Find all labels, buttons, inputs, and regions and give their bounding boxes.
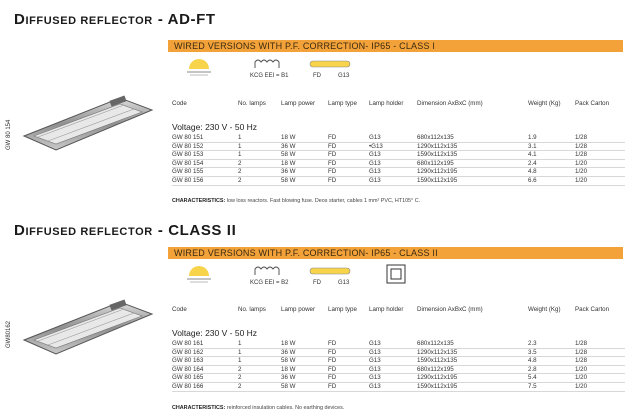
cell: FD (328, 374, 369, 383)
cell: 18 W (281, 134, 328, 142)
section2-header-dimension: Dimension AxBxC (mm) (417, 306, 483, 313)
cell: 2.4 (528, 159, 575, 168)
section2-title (14, 222, 236, 240)
section2-side-code: GW80162 (6, 320, 12, 348)
cell: 1290x112x135 (417, 142, 528, 151)
cell: FD (328, 159, 369, 168)
section2-ballast-label: KCG EEI = B2 (250, 280, 289, 286)
section1-title (14, 11, 216, 29)
cell: FD (328, 357, 369, 366)
section1-voltage: Voltage: 230 V - 50 Hz (172, 122, 258, 132)
section1-fixture-image (20, 92, 156, 156)
cell: GW 80 155 (172, 168, 238, 177)
section2-header-holder: Lamp holder (369, 306, 404, 313)
cell: 1.9 (528, 134, 575, 142)
section2-lamp-label-g13: G13 (338, 280, 350, 286)
cell: 36 W (281, 168, 328, 177)
cell: 1290x112x135 (417, 348, 528, 357)
section1-icon-row (168, 55, 623, 83)
cell: G13 (369, 382, 417, 391)
section1-title-initial: D (14, 11, 26, 28)
fluorescent-tube-icon (308, 267, 352, 275)
double-insulation-icon (386, 264, 406, 284)
table-row (172, 159, 625, 168)
lamp-light-icon (186, 57, 212, 79)
cell: 1590x112x135 (417, 151, 528, 160)
cell: 3.5 (528, 348, 575, 357)
cell: 18 W (281, 340, 328, 348)
cell: FD (328, 340, 369, 348)
section1-header-power: Lamp power (281, 100, 316, 107)
section1-voltage-row (172, 122, 625, 134)
section1-header-lamps: No. lamps (238, 100, 266, 107)
cell: 58 W (281, 151, 328, 160)
table-row (172, 151, 625, 160)
cell: 1/20 (575, 382, 625, 391)
cell: G13 (369, 159, 417, 168)
section2-spec-table (172, 306, 625, 392)
section1-characteristics (172, 198, 420, 204)
cell: G13 (369, 176, 417, 185)
cell: GW 80 166 (172, 382, 238, 391)
section2-header-lamps: No. lamps (238, 306, 266, 313)
cell: 2.8 (528, 365, 575, 374)
cell: 5.4 (528, 374, 575, 383)
cell: 1 (238, 357, 281, 366)
section1-header-weight: Weight (Kg) (528, 100, 561, 107)
cell: 1/28 (575, 142, 625, 151)
cell: 36 W (281, 348, 328, 357)
cell: FD (328, 134, 369, 142)
cell: G13 (369, 168, 417, 177)
section1-characteristics-text: low loss reactors. Fast blowing fuse. Deos starter, cables 1 mm² PVC, HT105° C. (226, 198, 421, 204)
cell: 4.8 (528, 168, 575, 177)
cell: GW 80 163 (172, 357, 238, 366)
cell: 680x112x195 (417, 365, 528, 374)
cell: 2 (238, 365, 281, 374)
cell: 36 W (281, 374, 328, 383)
section1-title-suffix: - AD-FT (157, 11, 216, 28)
cell: 18 W (281, 159, 328, 168)
section1-header-pack: Pack Carton (575, 100, 610, 107)
cell: GW 80 154 (172, 159, 238, 168)
cell: 1/20 (575, 159, 625, 168)
cell: FD (328, 142, 369, 151)
section1-bar (168, 40, 623, 52)
cell: 1 (238, 151, 281, 160)
cell: 1 (238, 340, 281, 348)
cell: 4.1 (528, 151, 575, 160)
cell: 1/20 (575, 168, 625, 177)
cell: 1 (238, 348, 281, 357)
cell: G13 (369, 134, 417, 142)
section2-title-initial: D (14, 222, 26, 239)
cell: 2 (238, 168, 281, 177)
cell: 1/28 (575, 357, 625, 366)
section1-ballast-label: KCG EEI = B1 (250, 73, 289, 79)
cell: 1/20 (575, 176, 625, 185)
cell: G13 (369, 151, 417, 160)
cell: FD (328, 151, 369, 160)
cell: FD (328, 176, 369, 185)
section2-header-pack: Pack Carton (575, 306, 610, 313)
table-row (172, 382, 625, 391)
cell: •G13 (369, 142, 417, 151)
cell: 1590x112x195 (417, 382, 528, 391)
cell: FD (328, 365, 369, 374)
cell: G13 (369, 340, 417, 348)
cell: G13 (369, 357, 417, 366)
cell: 58 W (281, 357, 328, 366)
section2-lamp-label-fd: FD (313, 280, 321, 286)
cell: 1/28 (575, 340, 625, 348)
ballast-icon (253, 58, 281, 70)
cell: 680x112x195 (417, 159, 528, 168)
table-row (172, 176, 625, 185)
cell: GW 80 161 (172, 340, 238, 348)
section1-spec-table (172, 100, 625, 186)
table-row (172, 340, 625, 348)
ballast-icon (253, 265, 281, 277)
cell: 1 (238, 134, 281, 142)
cell: G13 (369, 348, 417, 357)
cell: GW 80 162 (172, 348, 238, 357)
section2-header-code: Code (172, 306, 187, 313)
cell: G13 (369, 365, 417, 374)
cell: 3.1 (528, 142, 575, 151)
cell: 4.8 (528, 357, 575, 366)
cell: 1290x112x195 (417, 374, 528, 383)
cell: 2 (238, 176, 281, 185)
section1-characteristics-label: CHARACTERISTICS: (172, 198, 226, 204)
section2-bar (168, 247, 623, 259)
section2-voltage: Voltage: 230 V - 50 Hz (172, 328, 258, 338)
cell: 58 W (281, 176, 328, 185)
cell: 6.6 (528, 176, 575, 185)
section1-lamp-label-fd: FD (313, 73, 321, 79)
section2-characteristics (172, 405, 344, 411)
cell: 36 W (281, 142, 328, 151)
section1-bar-text: WIRED VERSIONS WITH P.F. CORRECTION- IP65 - CLASS I (174, 41, 436, 51)
section1-side-code: GW 80 154 (6, 119, 12, 150)
cell: GW 80 152 (172, 142, 238, 151)
cell: 1590x112x135 (417, 357, 528, 366)
fluorescent-tube-icon (308, 60, 352, 68)
cell: FD (328, 348, 369, 357)
section2-header-type: Lamp type (328, 306, 357, 313)
cell: 2 (238, 382, 281, 391)
cell: GW 80 165 (172, 374, 238, 383)
cell: FD (328, 382, 369, 391)
table-row (172, 365, 625, 374)
table-row (172, 357, 625, 366)
section2-header-power: Lamp power (281, 306, 316, 313)
cell: 680x112x135 (417, 340, 528, 348)
section2-title-suffix: - CLASS II (157, 222, 237, 239)
table-row (172, 348, 625, 357)
cell: 1/20 (575, 365, 625, 374)
section1-title-rest: IFFUSED REFLECTOR (25, 15, 153, 27)
section2-bar-text: WIRED VERSIONS WITH P.F. CORRECTION- IP65 - CLASS II (174, 248, 438, 258)
section2-title-rest: IFFUSED REFLECTOR (25, 226, 153, 238)
cell: 1 (238, 142, 281, 151)
cell: 1590x112x195 (417, 176, 528, 185)
cell: 7.5 (528, 382, 575, 391)
cell: GW 80 156 (172, 176, 238, 185)
cell: 1/28 (575, 348, 625, 357)
cell: GW 80 153 (172, 151, 238, 160)
cell: 58 W (281, 382, 328, 391)
section1-header-type: Lamp type (328, 100, 357, 107)
section1-header-row (172, 100, 625, 122)
section1-header-code: Code (172, 100, 187, 107)
table-row (172, 134, 625, 142)
cell: 2.3 (528, 340, 575, 348)
section1-header-dimension: Dimension AxBxC (mm) (417, 100, 483, 107)
cell: 1/20 (575, 374, 625, 383)
cell: 680x112x135 (417, 134, 528, 142)
cell: G13 (369, 374, 417, 383)
section2-characteristics-label: CHARACTERISTICS: (172, 405, 226, 411)
section1-header-holder: Lamp holder (369, 100, 404, 107)
cell: 1290x112x195 (417, 168, 528, 177)
table-row (172, 374, 625, 383)
section1-lamp-label-g13: G13 (338, 73, 350, 79)
table-row (172, 142, 625, 151)
section2-header-weight: Weight (Kg) (528, 306, 561, 313)
table-row (172, 168, 625, 177)
cell: 2 (238, 374, 281, 383)
section2-voltage-row (172, 328, 625, 340)
section2-characteristics-text: reinforced insulation cables. No earthing devices. (226, 405, 345, 411)
lamp-light-icon (186, 264, 212, 286)
section2-header-row (172, 306, 625, 328)
cell: 1/28 (575, 151, 625, 160)
cell: 18 W (281, 365, 328, 374)
section2-fixture-image (20, 296, 156, 360)
cell: 2 (238, 159, 281, 168)
section2-icon-row (168, 262, 623, 290)
cell: 1/28 (575, 134, 625, 142)
cell: GW 80 151 (172, 134, 238, 142)
cell: FD (328, 168, 369, 177)
cell: GW 80 164 (172, 365, 238, 374)
